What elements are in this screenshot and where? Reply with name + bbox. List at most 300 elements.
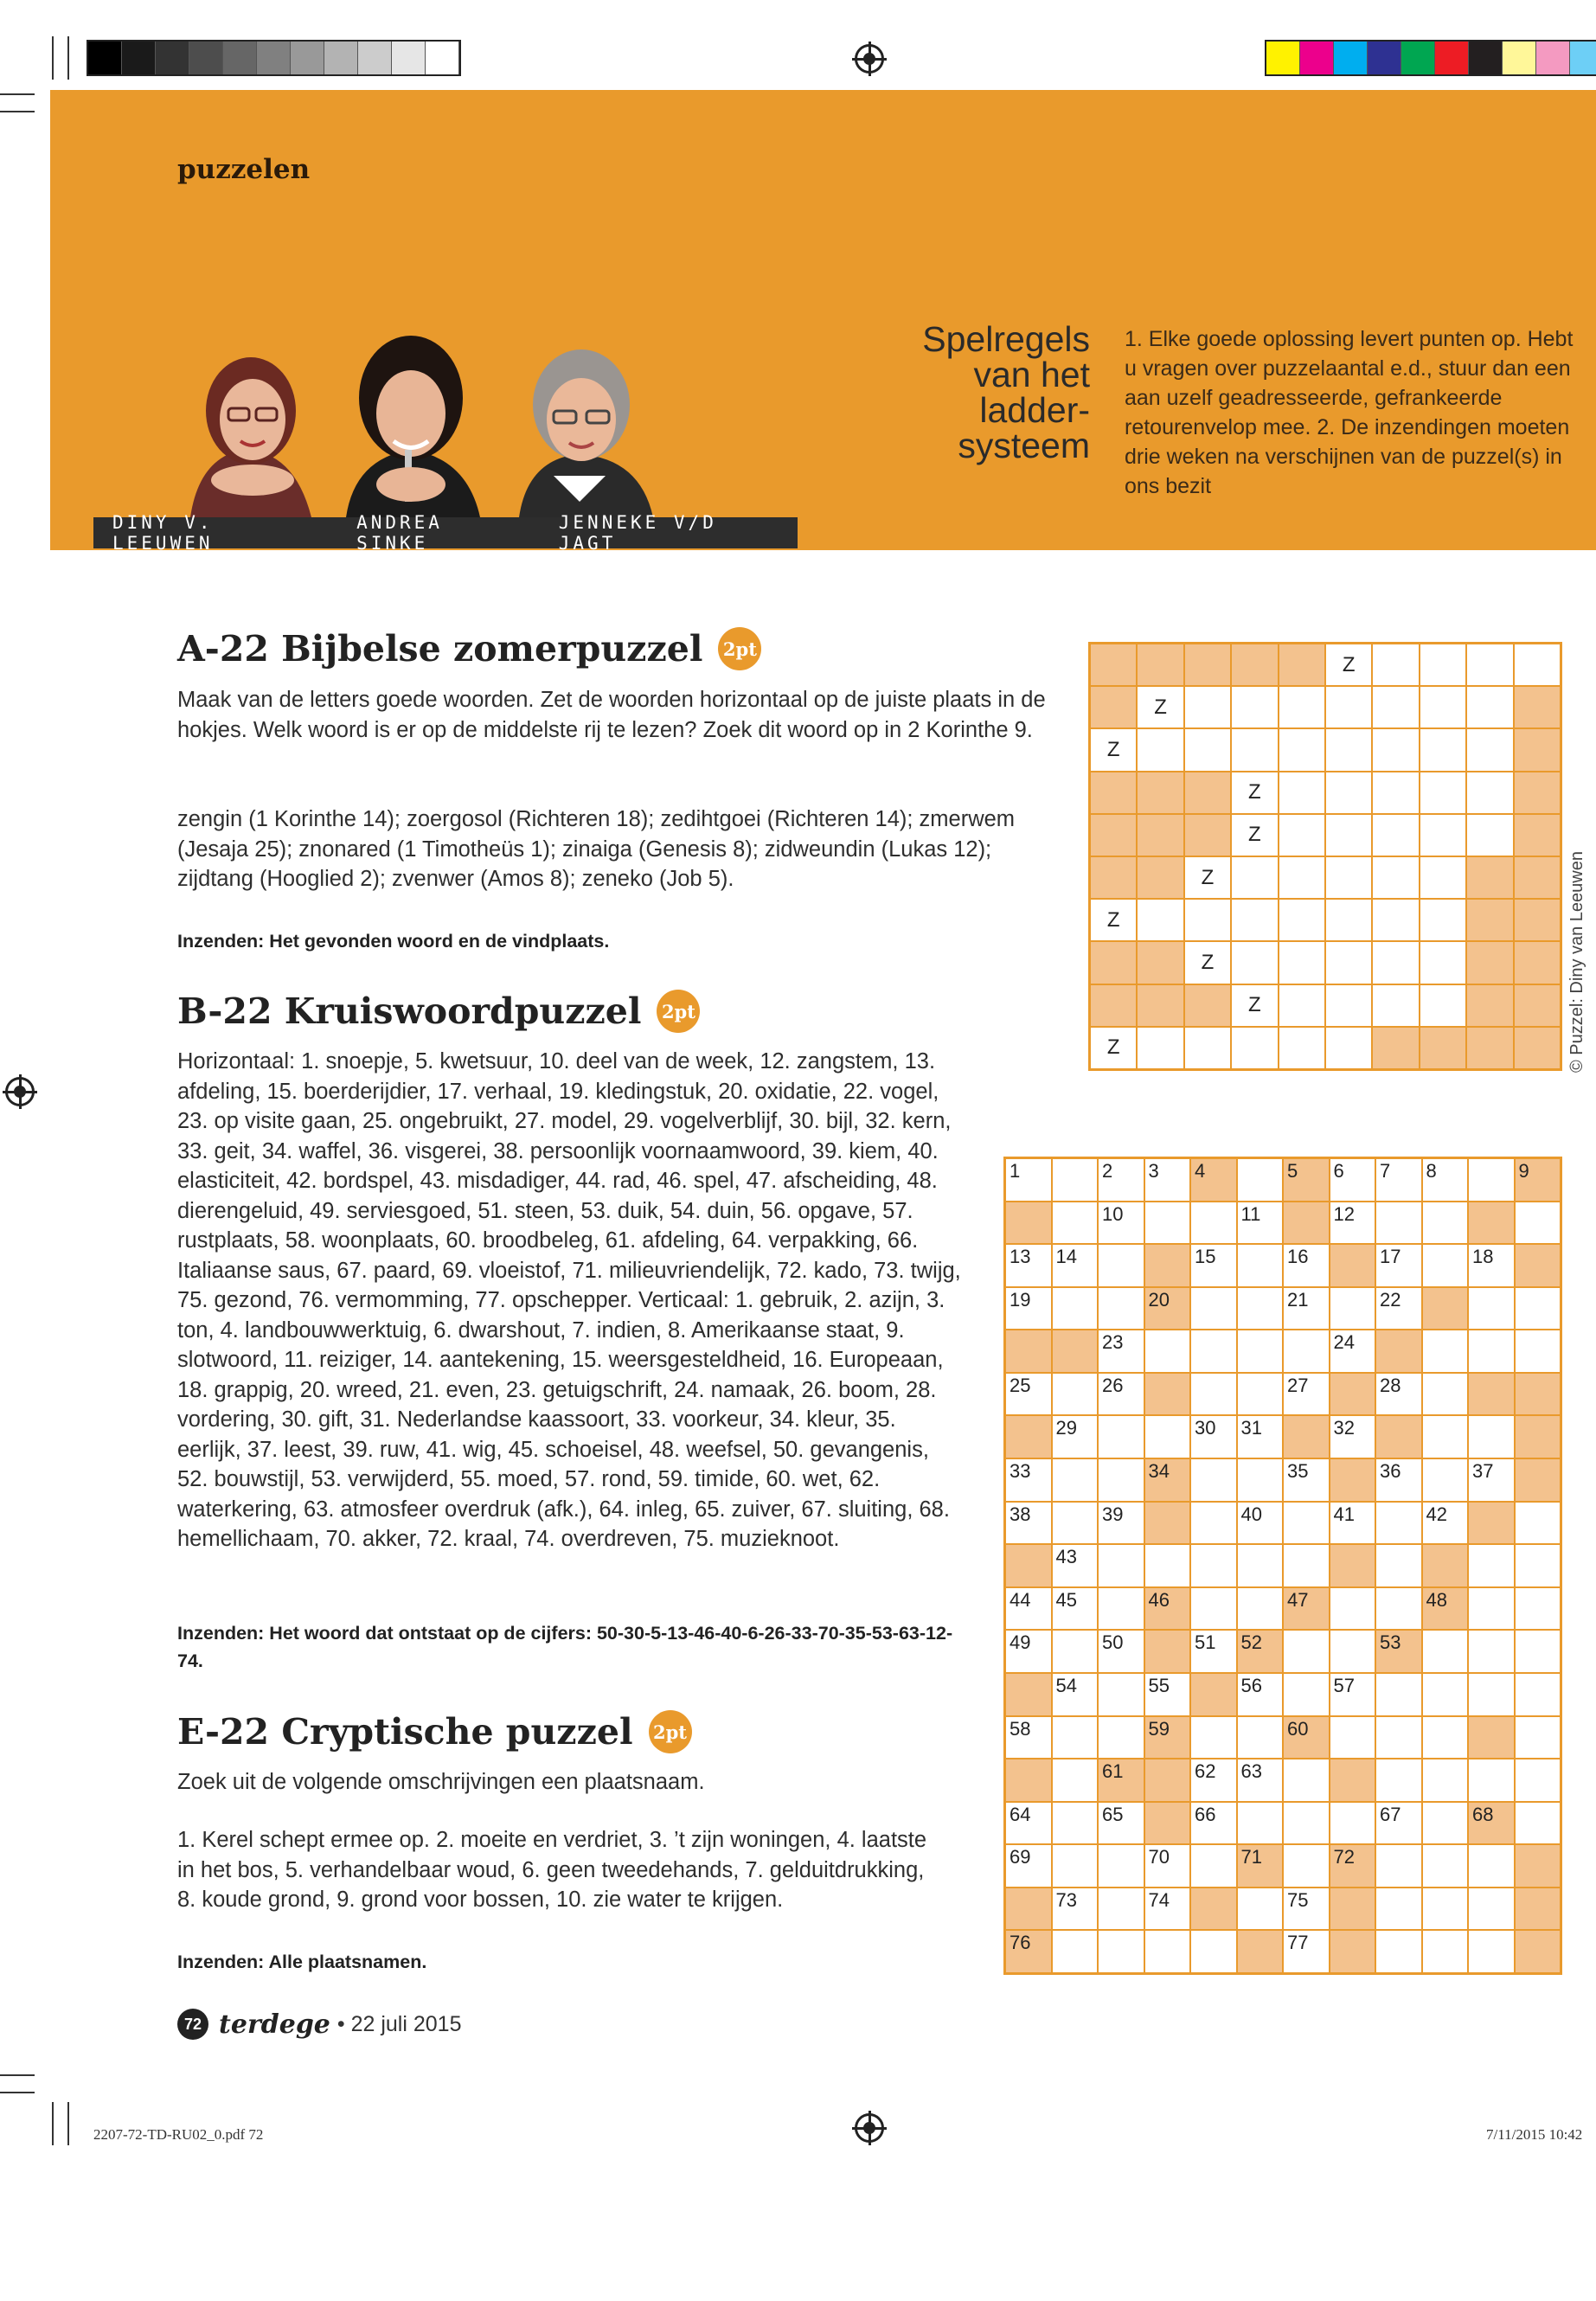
crossword-cell[interactable] bbox=[1190, 1544, 1237, 1587]
crossword-cell[interactable] bbox=[1422, 1158, 1469, 1202]
crossword-cell[interactable] bbox=[1052, 1415, 1099, 1458]
crossword-cell[interactable] bbox=[1515, 1502, 1561, 1545]
crossword-cell[interactable] bbox=[1330, 1673, 1376, 1716]
ladder-cell[interactable] bbox=[1325, 856, 1372, 899]
crossword-cell[interactable] bbox=[1052, 1458, 1099, 1502]
crossword-cell[interactable] bbox=[1375, 1802, 1422, 1845]
crossword-cell[interactable] bbox=[1422, 1802, 1469, 1845]
crossword-cell[interactable] bbox=[1052, 1202, 1099, 1245]
ladder-cell[interactable] bbox=[1372, 1027, 1419, 1069]
crossword-cell[interactable] bbox=[1098, 1158, 1144, 1202]
ladder-cell[interactable] bbox=[1325, 686, 1372, 728]
crossword-cell[interactable] bbox=[1005, 1287, 1052, 1330]
ladder-cell[interactable] bbox=[1231, 984, 1278, 1027]
crossword-cell[interactable] bbox=[1515, 1930, 1561, 1973]
crossword-cell[interactable] bbox=[1515, 1888, 1561, 1931]
crossword-cell[interactable] bbox=[1237, 1415, 1284, 1458]
crossword-cell[interactable] bbox=[1375, 1287, 1422, 1330]
crossword-cell[interactable] bbox=[1052, 1158, 1099, 1202]
crossword-cell[interactable] bbox=[1468, 1716, 1515, 1759]
crossword-cell[interactable] bbox=[1375, 1158, 1422, 1202]
ladder-cell[interactable] bbox=[1137, 899, 1183, 941]
crossword-cell[interactable] bbox=[1375, 1930, 1422, 1973]
crossword-cell[interactable] bbox=[1190, 1244, 1237, 1287]
crossword-cell[interactable] bbox=[1237, 1888, 1284, 1931]
crossword-cell[interactable] bbox=[1190, 1930, 1237, 1973]
crossword-cell[interactable] bbox=[1052, 1244, 1099, 1287]
ladder-cell[interactable] bbox=[1184, 814, 1231, 856]
crossword-cell[interactable] bbox=[1237, 1330, 1284, 1373]
ladder-cell[interactable] bbox=[1231, 1027, 1278, 1069]
crossword-cell[interactable] bbox=[1098, 1244, 1144, 1287]
ladder-cell[interactable] bbox=[1137, 772, 1183, 814]
crossword-cell[interactable] bbox=[1098, 1330, 1144, 1373]
crossword-cell[interactable] bbox=[1190, 1587, 1237, 1631]
ladder-cell[interactable] bbox=[1231, 814, 1278, 856]
crossword-cell[interactable] bbox=[1283, 1287, 1330, 1330]
crossword-cell[interactable] bbox=[1330, 1458, 1376, 1502]
ladder-cell[interactable] bbox=[1184, 644, 1231, 686]
crossword-cell[interactable] bbox=[1422, 1244, 1469, 1287]
crossword-cell[interactable] bbox=[1005, 1630, 1052, 1673]
crossword-cell[interactable] bbox=[1468, 1158, 1515, 1202]
crossword-cell[interactable] bbox=[1422, 1330, 1469, 1373]
crossword-cell[interactable] bbox=[1005, 1716, 1052, 1759]
ladder-cell[interactable] bbox=[1325, 772, 1372, 814]
ladder-cell[interactable] bbox=[1184, 899, 1231, 941]
ladder-cell[interactable] bbox=[1231, 686, 1278, 728]
crossword-cell[interactable] bbox=[1237, 1158, 1284, 1202]
crossword-cell[interactable] bbox=[1283, 1844, 1330, 1888]
crossword-cell[interactable] bbox=[1144, 1544, 1191, 1587]
crossword-cell[interactable] bbox=[1283, 1716, 1330, 1759]
crossword-cell[interactable] bbox=[1515, 1630, 1561, 1673]
crossword-cell[interactable] bbox=[1422, 1458, 1469, 1502]
crossword-cell[interactable] bbox=[1144, 1373, 1191, 1416]
crossword-cell[interactable] bbox=[1005, 1587, 1052, 1631]
crossword-cell[interactable] bbox=[1098, 1202, 1144, 1245]
crossword-cell[interactable] bbox=[1005, 1930, 1052, 1973]
crossword-cell[interactable] bbox=[1422, 1930, 1469, 1973]
ladder-cell[interactable] bbox=[1466, 644, 1513, 686]
ladder-cell[interactable] bbox=[1466, 984, 1513, 1027]
ladder-cell[interactable] bbox=[1231, 772, 1278, 814]
ladder-cell[interactable] bbox=[1279, 856, 1325, 899]
crossword-cell[interactable] bbox=[1005, 1458, 1052, 1502]
crossword-cell[interactable] bbox=[1098, 1716, 1144, 1759]
ladder-cell[interactable] bbox=[1420, 644, 1466, 686]
ladder-cell[interactable] bbox=[1279, 772, 1325, 814]
crossword-cell[interactable] bbox=[1515, 1759, 1561, 1802]
crossword-cell[interactable] bbox=[1144, 1930, 1191, 1973]
ladder-cell[interactable] bbox=[1184, 728, 1231, 771]
crossword-cell[interactable] bbox=[1468, 1287, 1515, 1330]
ladder-cell[interactable] bbox=[1090, 984, 1137, 1027]
ladder-cell[interactable] bbox=[1137, 728, 1183, 771]
ladder-cell[interactable] bbox=[1420, 941, 1466, 984]
crossword-cell[interactable] bbox=[1330, 1330, 1376, 1373]
crossword-cell[interactable] bbox=[1190, 1844, 1237, 1888]
crossword-cell[interactable] bbox=[1005, 1544, 1052, 1587]
crossword-cell[interactable] bbox=[1098, 1888, 1144, 1931]
crossword-cell[interactable] bbox=[1005, 1844, 1052, 1888]
crossword-cell[interactable] bbox=[1468, 1673, 1515, 1716]
crossword-cell[interactable] bbox=[1283, 1373, 1330, 1416]
crossword-cell[interactable] bbox=[1515, 1544, 1561, 1587]
crossword-cell[interactable] bbox=[1468, 1202, 1515, 1245]
ladder-cell[interactable] bbox=[1231, 728, 1278, 771]
crossword-cell[interactable] bbox=[1190, 1673, 1237, 1716]
crossword-cell[interactable] bbox=[1005, 1888, 1052, 1931]
ladder-cell[interactable] bbox=[1279, 899, 1325, 941]
crossword-cell[interactable] bbox=[1190, 1330, 1237, 1373]
crossword-cell[interactable] bbox=[1283, 1802, 1330, 1845]
ladder-cell[interactable] bbox=[1090, 899, 1137, 941]
crossword-cell[interactable] bbox=[1098, 1415, 1144, 1458]
crossword-cell[interactable] bbox=[1098, 1287, 1144, 1330]
crossword-cell[interactable] bbox=[1237, 1673, 1284, 1716]
crossword-cell[interactable] bbox=[1375, 1888, 1422, 1931]
ladder-cell[interactable] bbox=[1279, 686, 1325, 728]
ladder-cell[interactable] bbox=[1090, 1027, 1137, 1069]
crossword-cell[interactable] bbox=[1422, 1502, 1469, 1545]
crossword-cell[interactable] bbox=[1052, 1373, 1099, 1416]
crossword-cell[interactable] bbox=[1098, 1502, 1144, 1545]
ladder-cell[interactable] bbox=[1325, 814, 1372, 856]
crossword-cell[interactable] bbox=[1237, 1587, 1284, 1631]
ladder-cell[interactable] bbox=[1325, 644, 1372, 686]
crossword-cell[interactable] bbox=[1237, 1287, 1284, 1330]
ladder-cell[interactable] bbox=[1137, 686, 1183, 728]
crossword-cell[interactable] bbox=[1190, 1202, 1237, 1245]
ladder-cell[interactable] bbox=[1466, 686, 1513, 728]
crossword-cell[interactable] bbox=[1098, 1630, 1144, 1673]
crossword-cell[interactable] bbox=[1515, 1415, 1561, 1458]
crossword-cell[interactable] bbox=[1144, 1759, 1191, 1802]
ladder-cell[interactable] bbox=[1325, 1027, 1372, 1069]
ladder-cell[interactable] bbox=[1466, 772, 1513, 814]
crossword-cell[interactable] bbox=[1144, 1587, 1191, 1631]
crossword-cell[interactable] bbox=[1468, 1888, 1515, 1931]
crossword-cell[interactable] bbox=[1190, 1716, 1237, 1759]
ladder-cell[interactable] bbox=[1420, 899, 1466, 941]
crossword-cell[interactable] bbox=[1330, 1415, 1376, 1458]
ladder-cell[interactable] bbox=[1090, 772, 1137, 814]
crossword-cell[interactable] bbox=[1098, 1587, 1144, 1631]
crossword-cell[interactable] bbox=[1144, 1415, 1191, 1458]
ladder-cell[interactable] bbox=[1325, 984, 1372, 1027]
crossword-cell[interactable] bbox=[1283, 1888, 1330, 1931]
ladder-cell[interactable] bbox=[1137, 1027, 1183, 1069]
crossword-cell[interactable] bbox=[1283, 1630, 1330, 1673]
crossword-cell[interactable] bbox=[1468, 1844, 1515, 1888]
crossword-cell[interactable] bbox=[1144, 1502, 1191, 1545]
crossword-cell[interactable] bbox=[1468, 1930, 1515, 1973]
ladder-cell[interactable] bbox=[1090, 814, 1137, 856]
ladder-cell[interactable] bbox=[1420, 686, 1466, 728]
crossword-cell[interactable] bbox=[1468, 1587, 1515, 1631]
crossword-cell[interactable] bbox=[1422, 1673, 1469, 1716]
crossword-cell[interactable] bbox=[1375, 1673, 1422, 1716]
crossword-cell[interactable] bbox=[1330, 1544, 1376, 1587]
crossword-cell[interactable] bbox=[1005, 1759, 1052, 1802]
ladder-cell[interactable] bbox=[1231, 941, 1278, 984]
crossword-cell[interactable] bbox=[1098, 1802, 1144, 1845]
ladder-cell[interactable] bbox=[1372, 984, 1419, 1027]
crossword-cell[interactable] bbox=[1330, 1502, 1376, 1545]
crossword-cell[interactable] bbox=[1375, 1458, 1422, 1502]
crossword-cell[interactable] bbox=[1144, 1202, 1191, 1245]
ladder-cell[interactable] bbox=[1372, 686, 1419, 728]
crossword-cell[interactable] bbox=[1005, 1158, 1052, 1202]
ladder-cell[interactable] bbox=[1372, 772, 1419, 814]
crossword-cell[interactable] bbox=[1005, 1415, 1052, 1458]
crossword-cell[interactable] bbox=[1052, 1673, 1099, 1716]
crossword-cell[interactable] bbox=[1375, 1716, 1422, 1759]
crossword-cell[interactable] bbox=[1144, 1244, 1191, 1287]
crossword-cell[interactable] bbox=[1422, 1373, 1469, 1416]
crossword-cell[interactable] bbox=[1468, 1330, 1515, 1373]
crossword-cell[interactable] bbox=[1468, 1759, 1515, 1802]
crossword-cell[interactable] bbox=[1237, 1844, 1284, 1888]
crossword-cell[interactable] bbox=[1052, 1844, 1099, 1888]
ladder-cell[interactable] bbox=[1420, 984, 1466, 1027]
ladder-cell[interactable] bbox=[1279, 814, 1325, 856]
ladder-cell[interactable] bbox=[1514, 728, 1561, 771]
crossword-cell[interactable] bbox=[1052, 1630, 1099, 1673]
crossword-cell[interactable] bbox=[1237, 1458, 1284, 1502]
ladder-cell[interactable] bbox=[1279, 984, 1325, 1027]
ladder-cell[interactable] bbox=[1372, 644, 1419, 686]
ladder-cell[interactable] bbox=[1325, 941, 1372, 984]
crossword-cell[interactable] bbox=[1330, 1202, 1376, 1245]
ladder-cell[interactable] bbox=[1372, 941, 1419, 984]
crossword-cell[interactable] bbox=[1144, 1458, 1191, 1502]
ladder-cell[interactable] bbox=[1325, 899, 1372, 941]
crossword-cell[interactable] bbox=[1375, 1587, 1422, 1631]
crossword-cell[interactable] bbox=[1283, 1930, 1330, 1973]
crossword-cell[interactable] bbox=[1515, 1587, 1561, 1631]
crossword-cell[interactable] bbox=[1375, 1415, 1422, 1458]
ladder-cell[interactable] bbox=[1514, 941, 1561, 984]
crossword-cell[interactable] bbox=[1422, 1844, 1469, 1888]
ladder-cell[interactable] bbox=[1184, 941, 1231, 984]
ladder-cell[interactable] bbox=[1466, 814, 1513, 856]
crossword-cell[interactable] bbox=[1422, 1630, 1469, 1673]
crossword-cell[interactable] bbox=[1237, 1716, 1284, 1759]
crossword-cell[interactable] bbox=[1422, 1415, 1469, 1458]
ladder-cell[interactable] bbox=[1420, 728, 1466, 771]
crossword-cell[interactable] bbox=[1515, 1802, 1561, 1845]
crossword-cell[interactable] bbox=[1144, 1844, 1191, 1888]
ladder-cell[interactable] bbox=[1090, 686, 1137, 728]
crossword-cell[interactable] bbox=[1237, 1244, 1284, 1287]
crossword-cell[interactable] bbox=[1052, 1930, 1099, 1973]
crossword-cell[interactable] bbox=[1005, 1202, 1052, 1245]
ladder-cell[interactable] bbox=[1137, 814, 1183, 856]
ladder-cell[interactable] bbox=[1514, 899, 1561, 941]
ladder-cell[interactable] bbox=[1184, 1027, 1231, 1069]
crossword-cell[interactable] bbox=[1330, 1373, 1376, 1416]
crossword-cell[interactable] bbox=[1237, 1502, 1284, 1545]
ladder-cell[interactable] bbox=[1514, 644, 1561, 686]
crossword-cell[interactable] bbox=[1375, 1502, 1422, 1545]
crossword-cell[interactable] bbox=[1375, 1630, 1422, 1673]
ladder-cell[interactable] bbox=[1420, 814, 1466, 856]
crossword-cell[interactable] bbox=[1515, 1716, 1561, 1759]
ladder-cell[interactable] bbox=[1279, 644, 1325, 686]
crossword-cell[interactable] bbox=[1052, 1287, 1099, 1330]
crossword-cell[interactable] bbox=[1330, 1158, 1376, 1202]
ladder-cell[interactable] bbox=[1372, 814, 1419, 856]
ladder-cell[interactable] bbox=[1514, 984, 1561, 1027]
crossword-cell[interactable] bbox=[1190, 1287, 1237, 1330]
crossword-cell[interactable] bbox=[1098, 1844, 1144, 1888]
crossword-cell[interactable] bbox=[1468, 1373, 1515, 1416]
crossword-cell[interactable] bbox=[1052, 1759, 1099, 1802]
crossword-cell[interactable] bbox=[1515, 1244, 1561, 1287]
crossword-cell[interactable] bbox=[1237, 1630, 1284, 1673]
crossword-cell[interactable] bbox=[1005, 1502, 1052, 1545]
crossword-cell[interactable] bbox=[1237, 1930, 1284, 1973]
crossword-cell[interactable] bbox=[1283, 1202, 1330, 1245]
ladder-cell[interactable] bbox=[1514, 856, 1561, 899]
crossword-cell[interactable] bbox=[1422, 1759, 1469, 1802]
crossword-cell[interactable] bbox=[1144, 1630, 1191, 1673]
crossword-cell[interactable] bbox=[1144, 1802, 1191, 1845]
crossword-cell[interactable] bbox=[1330, 1587, 1376, 1631]
ladder-cell[interactable] bbox=[1420, 856, 1466, 899]
ladder-cell[interactable] bbox=[1184, 984, 1231, 1027]
crossword-cell[interactable] bbox=[1330, 1244, 1376, 1287]
ladder-cell[interactable] bbox=[1279, 941, 1325, 984]
crossword-cell[interactable] bbox=[1422, 1202, 1469, 1245]
crossword-cell[interactable] bbox=[1283, 1415, 1330, 1458]
crossword-cell[interactable] bbox=[1098, 1759, 1144, 1802]
crossword-cell[interactable] bbox=[1515, 1287, 1561, 1330]
ladder-cell[interactable] bbox=[1466, 899, 1513, 941]
crossword-cell[interactable] bbox=[1190, 1158, 1237, 1202]
crossword-cell[interactable] bbox=[1515, 1373, 1561, 1416]
crossword-cell[interactable] bbox=[1052, 1802, 1099, 1845]
ladder-cell[interactable] bbox=[1231, 856, 1278, 899]
crossword-cell[interactable] bbox=[1005, 1330, 1052, 1373]
crossword-cell[interactable] bbox=[1052, 1502, 1099, 1545]
crossword-cell[interactable] bbox=[1237, 1373, 1284, 1416]
crossword-cell[interactable] bbox=[1190, 1502, 1237, 1545]
crossword-cell[interactable] bbox=[1098, 1544, 1144, 1587]
crossword-cell[interactable] bbox=[1052, 1587, 1099, 1631]
crossword-cell[interactable] bbox=[1098, 1930, 1144, 1973]
ladder-cell[interactable] bbox=[1184, 856, 1231, 899]
ladder-cell[interactable] bbox=[1372, 856, 1419, 899]
crossword-cell[interactable] bbox=[1330, 1930, 1376, 1973]
crossword-cell[interactable] bbox=[1330, 1630, 1376, 1673]
crossword-cell[interactable] bbox=[1330, 1802, 1376, 1845]
crossword-cell[interactable] bbox=[1190, 1888, 1237, 1931]
ladder-cell[interactable] bbox=[1090, 728, 1137, 771]
ladder-cell[interactable] bbox=[1184, 686, 1231, 728]
crossword-cell[interactable] bbox=[1515, 1202, 1561, 1245]
crossword-cell[interactable] bbox=[1422, 1716, 1469, 1759]
ladder-cell[interactable] bbox=[1137, 856, 1183, 899]
ladder-cell[interactable] bbox=[1466, 941, 1513, 984]
crossword-cell[interactable] bbox=[1144, 1330, 1191, 1373]
ladder-cell[interactable] bbox=[1372, 728, 1419, 771]
crossword-cell[interactable] bbox=[1375, 1330, 1422, 1373]
crossword-cell[interactable] bbox=[1468, 1502, 1515, 1545]
crossword-cell[interactable] bbox=[1515, 1673, 1561, 1716]
crossword-cell[interactable] bbox=[1515, 1330, 1561, 1373]
ladder-cell[interactable] bbox=[1372, 899, 1419, 941]
crossword-cell[interactable] bbox=[1283, 1502, 1330, 1545]
crossword-cell[interactable] bbox=[1052, 1888, 1099, 1931]
ladder-cell[interactable] bbox=[1090, 941, 1137, 984]
ladder-cell[interactable] bbox=[1420, 772, 1466, 814]
crossword-cell[interactable] bbox=[1422, 1544, 1469, 1587]
crossword-cell[interactable] bbox=[1190, 1630, 1237, 1673]
crossword-cell[interactable] bbox=[1283, 1158, 1330, 1202]
crossword-cell[interactable] bbox=[1468, 1802, 1515, 1845]
crossword-cell[interactable] bbox=[1237, 1544, 1284, 1587]
crossword-cell[interactable] bbox=[1330, 1287, 1376, 1330]
crossword-cell[interactable] bbox=[1283, 1759, 1330, 1802]
crossword-cell[interactable] bbox=[1190, 1415, 1237, 1458]
crossword-cell[interactable] bbox=[1144, 1673, 1191, 1716]
crossword-cell[interactable] bbox=[1468, 1544, 1515, 1587]
crossword-cell[interactable] bbox=[1468, 1415, 1515, 1458]
ladder-cell[interactable] bbox=[1466, 1027, 1513, 1069]
crossword-cell[interactable] bbox=[1375, 1844, 1422, 1888]
crossword-cell[interactable] bbox=[1468, 1244, 1515, 1287]
crossword-cell[interactable] bbox=[1375, 1244, 1422, 1287]
ladder-cell[interactable] bbox=[1466, 728, 1513, 771]
crossword-cell[interactable] bbox=[1375, 1202, 1422, 1245]
crossword-cell[interactable] bbox=[1422, 1587, 1469, 1631]
ladder-cell[interactable] bbox=[1137, 941, 1183, 984]
crossword-cell[interactable] bbox=[1144, 1888, 1191, 1931]
crossword-cell[interactable] bbox=[1515, 1458, 1561, 1502]
crossword-cell[interactable] bbox=[1144, 1287, 1191, 1330]
crossword-cell[interactable] bbox=[1190, 1373, 1237, 1416]
crossword-cell[interactable] bbox=[1330, 1844, 1376, 1888]
crossword-cell[interactable] bbox=[1330, 1759, 1376, 1802]
crossword-cell[interactable] bbox=[1098, 1373, 1144, 1416]
crossword-cell[interactable] bbox=[1190, 1458, 1237, 1502]
ladder-cell[interactable] bbox=[1514, 814, 1561, 856]
crossword-cell[interactable] bbox=[1283, 1330, 1330, 1373]
ladder-cell[interactable] bbox=[1231, 899, 1278, 941]
crossword-cell[interactable] bbox=[1005, 1244, 1052, 1287]
ladder-cell[interactable] bbox=[1279, 728, 1325, 771]
crossword-cell[interactable] bbox=[1098, 1458, 1144, 1502]
crossword-cell[interactable] bbox=[1468, 1630, 1515, 1673]
crossword-cell[interactable] bbox=[1190, 1802, 1237, 1845]
crossword-cell[interactable] bbox=[1005, 1802, 1052, 1845]
crossword-cell[interactable] bbox=[1052, 1544, 1099, 1587]
crossword-cell[interactable] bbox=[1422, 1888, 1469, 1931]
crossword-cell[interactable] bbox=[1468, 1458, 1515, 1502]
ladder-cell[interactable] bbox=[1514, 1027, 1561, 1069]
crossword-cell[interactable] bbox=[1005, 1673, 1052, 1716]
ladder-cell[interactable] bbox=[1466, 856, 1513, 899]
ladder-cell[interactable] bbox=[1090, 856, 1137, 899]
crossword-cell[interactable] bbox=[1144, 1158, 1191, 1202]
ladder-cell[interactable] bbox=[1090, 644, 1137, 686]
ladder-cell[interactable] bbox=[1279, 1027, 1325, 1069]
crossword-cell[interactable] bbox=[1144, 1716, 1191, 1759]
crossword-cell[interactable] bbox=[1190, 1759, 1237, 1802]
